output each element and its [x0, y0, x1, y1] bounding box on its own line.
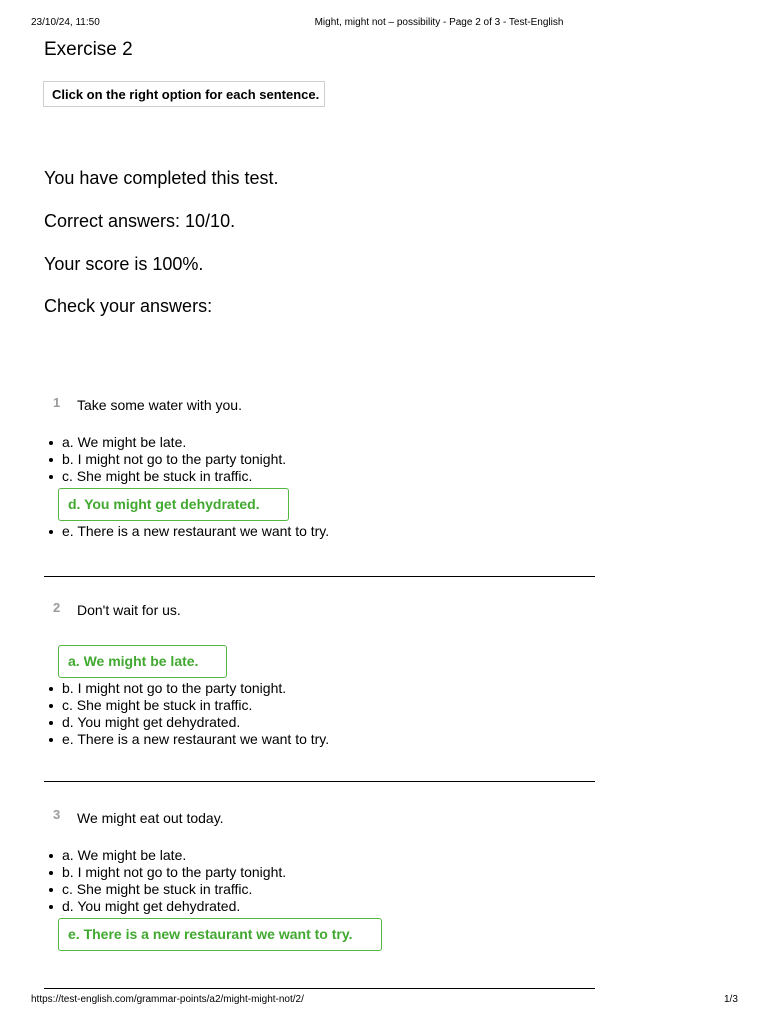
option-d[interactable]: d. You might get dehydrated. [44, 898, 604, 915]
print-url: https://test-english.com/grammar-points/a2/might-might-not/2/ [31, 994, 304, 1005]
option-e-correct[interactable] [44, 915, 604, 953]
option-d-correct[interactable] [44, 485, 604, 523]
question-text: Take some water with you. [77, 397, 242, 413]
option-b[interactable]: b. I might not go to the party tonight. [44, 451, 604, 468]
option-a-correct[interactable] [44, 642, 604, 680]
option-b[interactable]: b. I might not go to the party tonight. [44, 864, 604, 881]
correct-answer-box: d. You might get dehydrated. [58, 488, 289, 521]
correct-answer-box: e. There is a new restaurant we want to try. [58, 918, 382, 951]
separator [44, 576, 595, 577]
correct-answer-box: a. We might be late. [58, 645, 227, 678]
question-text: We might eat out today. [77, 810, 224, 826]
option-a[interactable]: a. We might be late. [44, 847, 604, 864]
question-text: Don't wait for us. [77, 602, 181, 618]
instruction-box: Click on the right option for each sentence. [43, 81, 325, 107]
option-b[interactable]: b. I might not go to the party tonight. [44, 680, 604, 697]
option-a[interactable]: a. We might be late. [44, 434, 604, 451]
print-header [0, 17, 768, 31]
question-number: 1 [53, 395, 61, 410]
print-page-title: Might, might not – possibility - Page 2 of 3 - Test-English [314, 17, 564, 28]
print-page-number: 1/3 [724, 994, 738, 1005]
options-list [44, 847, 604, 953]
separator [44, 781, 595, 782]
correct-answers-text: Correct answers: 10/10. [44, 211, 236, 231]
check-answers-heading: Check your answers: [44, 296, 213, 316]
options-list [44, 642, 604, 748]
exercise-title: Exercise 2 [44, 39, 133, 60]
completed-message: You have completed this test. [44, 168, 279, 188]
question-number: 3 [53, 807, 61, 822]
option-c[interactable]: c. She might be stuck in traffic. [44, 881, 604, 898]
option-c[interactable]: c. She might be stuck in traffic. [44, 468, 604, 485]
score-text: Your score is 100%. [44, 254, 204, 274]
option-d[interactable]: d. You might get dehydrated. [44, 714, 604, 731]
separator [44, 988, 595, 989]
option-e[interactable]: e. There is a new restaurant we want to try. [44, 523, 604, 540]
option-e[interactable]: e. There is a new restaurant we want to try. [44, 731, 604, 748]
print-date: 23/10/24, 11:50 [31, 17, 100, 28]
option-c[interactable]: c. She might be stuck in traffic. [44, 697, 604, 714]
question-number: 2 [53, 600, 61, 615]
options-list [44, 434, 604, 540]
